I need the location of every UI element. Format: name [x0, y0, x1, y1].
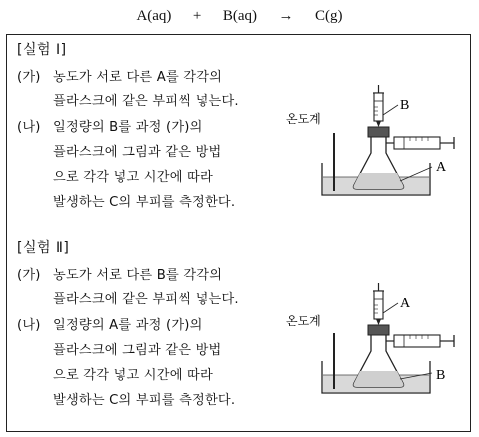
experiment-2-step-a-line2: 플라스크에 같은 부피씩 넣는다. [53, 292, 239, 307]
experiment-1-step-a-line2: 플라스크에 같은 부피씩 넣는다. [53, 94, 239, 109]
experiment-1-thermometer-label: 온도계 [286, 112, 321, 126]
experiment-1-step-a-marker: (가) [17, 70, 41, 85]
experiment-box [6, 34, 471, 432]
experiment-2-step-b-line2: 플라스크에 그림과 같은 방법 [53, 343, 222, 358]
equation-reactant-b: B(aq) [222, 8, 258, 24]
rubber-stopper [368, 127, 389, 137]
experiment-2-step-b-marker: (나) [17, 318, 41, 333]
experiment-2-step-a-marker: (가) [17, 268, 41, 283]
experiment-2-apparatus [282, 283, 462, 395]
experiment-1-title: [실험 Ⅰ] [17, 42, 67, 58]
experiment-1-step-b-line2: 플라스크에 그림과 같은 방법 [53, 145, 222, 160]
experiment-1-step-b-line1: 일정량의 B를 과정 (가)의 [53, 120, 203, 135]
experiment-1-step-b-marker: (나) [17, 120, 41, 135]
experiment-2-title: [실험 Ⅱ] [17, 240, 70, 256]
experiment-1-flask-label: A [436, 160, 447, 175]
equation-reactant-a: A(aq) [136, 8, 172, 24]
rubber-stopper [368, 325, 389, 335]
experiment-2-step-a-line1: 농도가 서로 다른 B를 각각의 [53, 268, 223, 283]
experiment-2-step-b-line4: 발생하는 C의 부피를 측정한다. [53, 393, 236, 408]
experiment-1-syringe-label: B [400, 98, 410, 113]
reaction-equation [0, 3, 479, 29]
experiment-2-step-b-line3: 으로 각각 넣고 시간에 따라 [53, 368, 213, 383]
experiment-2-step-b-line1: 일정량의 A를 과정 (가)의 [53, 318, 203, 333]
gas-syringe [394, 335, 440, 347]
experiment-2-flask-label: B [436, 368, 446, 383]
flask-solution [353, 173, 403, 189]
experiment-1-step-a-line1: 농도가 서로 다른 A를 각각의 [53, 70, 223, 85]
equation-arrow: → [278, 8, 294, 24]
experiment-1-step-b-line4: 발생하는 C의 부피를 측정한다. [53, 195, 236, 210]
experiment-2-thermometer-label: 온도계 [286, 314, 321, 328]
experiment-2-syringe-label: A [400, 296, 411, 311]
equation-plus: + [192, 8, 202, 24]
equation-product-c: C(g) [315, 8, 343, 24]
gas-syringe [394, 137, 440, 149]
experiment-1-step-b-line3: 으로 각각 넣고 시간에 따라 [53, 170, 213, 185]
experiment-1-apparatus [282, 85, 462, 197]
flask-solution [353, 371, 403, 387]
